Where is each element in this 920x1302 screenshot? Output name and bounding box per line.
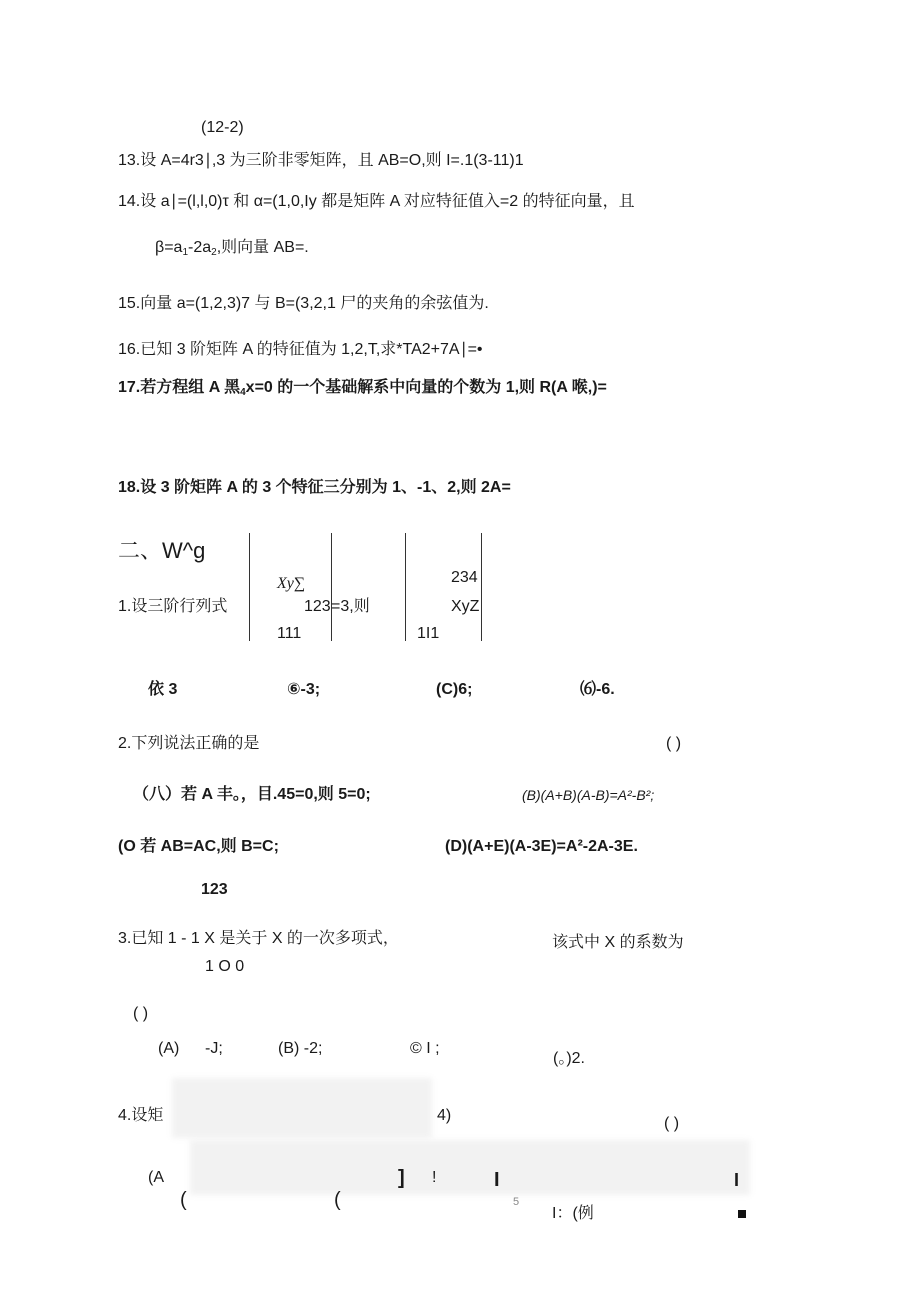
q2-option-c: (O 若 AB=AC,则 B=C; bbox=[118, 838, 279, 855]
det-equals: =3,则 bbox=[331, 598, 370, 615]
q4-frag-6: 5 bbox=[513, 1196, 520, 1208]
q2-option-d-text: (D)(A+E)(A-3E)=A²-2A-3E. bbox=[445, 838, 638, 855]
det2-row2: XyZ bbox=[451, 598, 480, 615]
q3-det-bottom: 1 O 0 bbox=[205, 958, 245, 975]
det1-left-bar bbox=[249, 533, 250, 641]
q3-option-a-value: -J; bbox=[205, 1040, 223, 1057]
q4-text: 4.设矩 bbox=[118, 1107, 164, 1124]
q3-det-top: 123 bbox=[201, 881, 228, 898]
question-14-line1: 14.设 a∣=(l,l,0)τ 和 α=(1,0,Iy 都是矩阵 A 对应特征值入=2 的特征向量，且 bbox=[118, 193, 635, 210]
q2-option-b: (B)(A+B)(A-B)=A²-B²; bbox=[522, 787, 655, 803]
question-17 bbox=[118, 378, 607, 399]
section-2-heading: 二、W^g bbox=[118, 538, 206, 563]
q17-pre: 17.若方程组 A 黑 bbox=[118, 379, 241, 396]
q14-sub2: 2 bbox=[211, 247, 217, 258]
q3-option-b: (B) -2; bbox=[278, 1040, 323, 1057]
q17-post: x=0 的一个基础解系中向量的个数为 1,则 R(A 喉,)= bbox=[245, 379, 607, 396]
q2-option-a: （八）若 A 丰。，目.45=0,则 5=0; bbox=[133, 786, 371, 803]
obscured-region-1 bbox=[172, 1078, 432, 1138]
question-16: 16.已知 3 阶矩阵 A 的特征值为 1,2,T,求*TA2+7A∣=• bbox=[118, 341, 483, 358]
q1-option-a: 依 3 bbox=[148, 681, 178, 698]
q1-option-b: ⑥-3; bbox=[287, 681, 321, 698]
q3-option-c: © I ; bbox=[410, 1040, 440, 1057]
q1-option-c: (C)6; bbox=[436, 681, 473, 698]
det2-left-bar bbox=[405, 533, 406, 641]
det1-row1: Xy∑ bbox=[277, 575, 306, 592]
q14-pre: β=a bbox=[155, 239, 183, 256]
corner-mark bbox=[738, 1210, 746, 1218]
q2-option-d bbox=[445, 837, 638, 856]
det1-right-bar bbox=[331, 533, 332, 641]
question-18: 18.设 3 阶矩阵 A 的 3 个特征三分别为 1、-1、2,则 2A= bbox=[118, 479, 511, 496]
q4-answer-paren: ( ) bbox=[664, 1115, 680, 1132]
q14-mid: -2a bbox=[188, 239, 212, 256]
question-14-line2 bbox=[155, 238, 309, 259]
q3-option-a: (A) bbox=[158, 1040, 180, 1057]
q4-fragment: 4) bbox=[437, 1107, 452, 1124]
det2-right-bar bbox=[481, 533, 482, 641]
q14-sub1: 1 bbox=[182, 247, 189, 258]
q2-text: 2.下列说法正确的是 bbox=[118, 735, 260, 752]
q1-label: 1.设三阶行列式 bbox=[118, 598, 228, 615]
q3-answer-paren: ( ) bbox=[133, 1005, 149, 1022]
line-12-2: (12-2) bbox=[201, 119, 244, 136]
obscured-region-2 bbox=[190, 1140, 750, 1195]
q3-option-d: (。)2. bbox=[553, 1050, 586, 1067]
q4-frag-5: I bbox=[494, 1169, 500, 1191]
q2-answer-paren: ( ) bbox=[666, 735, 682, 752]
q4-frag-1: ( bbox=[180, 1189, 187, 1211]
q4-frag-2: ( bbox=[334, 1189, 341, 1211]
q4-frag-3: ] bbox=[398, 1167, 405, 1189]
det2-row1: 234 bbox=[451, 569, 478, 586]
q4-frag-4: ! bbox=[432, 1169, 437, 1186]
q17-sub: 4 bbox=[240, 387, 246, 398]
question-13: 13.设 A=4r3∣,3 为三阶非零矩阵，且 AB=O,则 I=.1(3-11)1 bbox=[118, 152, 524, 169]
q3-text: 3.已知 1 - 1 X 是关于 X 的一次多项式， bbox=[118, 930, 399, 947]
q3-right-text: 该式中 X 的系数为 bbox=[552, 934, 684, 951]
det2-row3: 1I1 bbox=[417, 625, 440, 642]
det1-row3: 111 bbox=[277, 625, 302, 642]
q4-option-a: (A bbox=[148, 1169, 164, 1186]
q4-frag-8: I bbox=[734, 1170, 740, 1190]
q4-frag-7: I：(例 bbox=[552, 1205, 594, 1222]
det1-row2: 123 bbox=[304, 598, 331, 615]
question-15: 15.向量 a=(1,2,3)7 与 B=(3,2,1 尸的夹角的余弦值为. bbox=[118, 295, 489, 312]
q14-post: ,则向量 AB=. bbox=[216, 239, 309, 256]
q1-option-d: ⑹-6. bbox=[580, 681, 615, 698]
